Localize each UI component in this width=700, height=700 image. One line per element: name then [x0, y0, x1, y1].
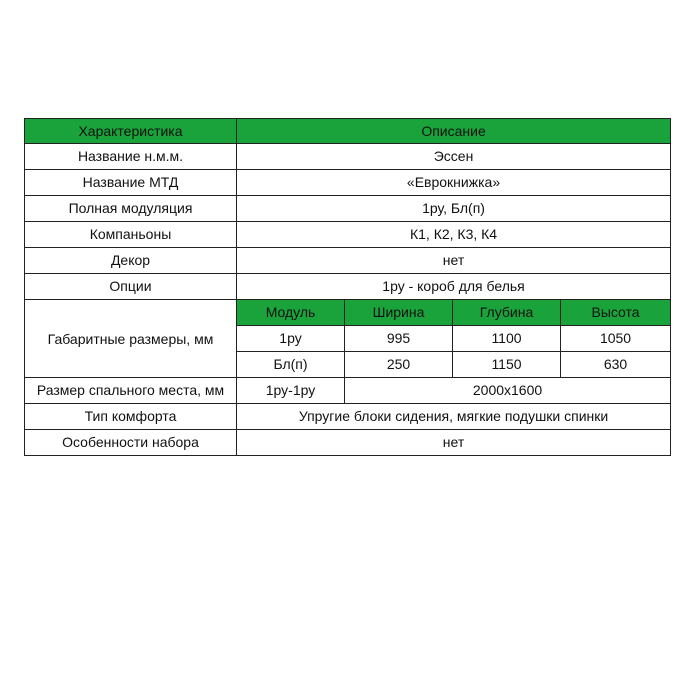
dimensions-cell-module: 1ру — [237, 326, 345, 352]
dimensions-subheader-row — [25, 300, 671, 326]
specification-table — [24, 118, 671, 456]
row-value: 1ру, Бл(п) — [237, 196, 671, 222]
table-row — [25, 222, 671, 248]
dimensions-cell-width: 250 — [345, 352, 453, 378]
header-characteristic: Характеристика — [25, 119, 237, 144]
dimensions-cell-module: Бл(п) — [237, 352, 345, 378]
sleep-size-module: 1ру-1ру — [237, 378, 345, 404]
table-row — [25, 430, 671, 456]
row-value: нет — [237, 430, 671, 456]
table-row — [25, 196, 671, 222]
row-label: Особенности набора — [25, 430, 237, 456]
table-row — [25, 248, 671, 274]
dimensions-col-module: Модуль — [237, 300, 345, 326]
row-label: Компаньоны — [25, 222, 237, 248]
dimensions-col-depth: Глубина — [453, 300, 561, 326]
row-label: Габаритные размеры, мм — [25, 300, 237, 378]
row-label: Декор — [25, 248, 237, 274]
dimensions-cell-height: 1050 — [561, 326, 671, 352]
row-label: Опции — [25, 274, 237, 300]
dimensions-col-width: Ширина — [345, 300, 453, 326]
table-row — [25, 274, 671, 300]
table-header-row — [25, 119, 671, 144]
row-label: Размер спального места, мм — [25, 378, 237, 404]
table-row — [25, 170, 671, 196]
row-value: Упругие блоки сидения, мягкие подушки спинки — [237, 404, 671, 430]
row-label: Тип комфорта — [25, 404, 237, 430]
table-row — [25, 378, 671, 404]
sleep-size-value: 2000x1600 — [345, 378, 671, 404]
table-row — [25, 404, 671, 430]
row-label: Название н.м.м. — [25, 144, 237, 170]
row-value: К1, К2, К3, К4 — [237, 222, 671, 248]
row-value: «Еврокнижка» — [237, 170, 671, 196]
table-row — [25, 144, 671, 170]
header-description: Описание — [237, 119, 671, 144]
row-value: Эссен — [237, 144, 671, 170]
dimensions-cell-height: 630 — [561, 352, 671, 378]
dimensions-col-height: Высота — [561, 300, 671, 326]
row-value: нет — [237, 248, 671, 274]
row-label: Полная модуляция — [25, 196, 237, 222]
dimensions-cell-width: 995 — [345, 326, 453, 352]
row-value: 1ру - короб для белья — [237, 274, 671, 300]
dimensions-cell-depth: 1100 — [453, 326, 561, 352]
row-label: Название МТД — [25, 170, 237, 196]
dimensions-cell-depth: 1150 — [453, 352, 561, 378]
